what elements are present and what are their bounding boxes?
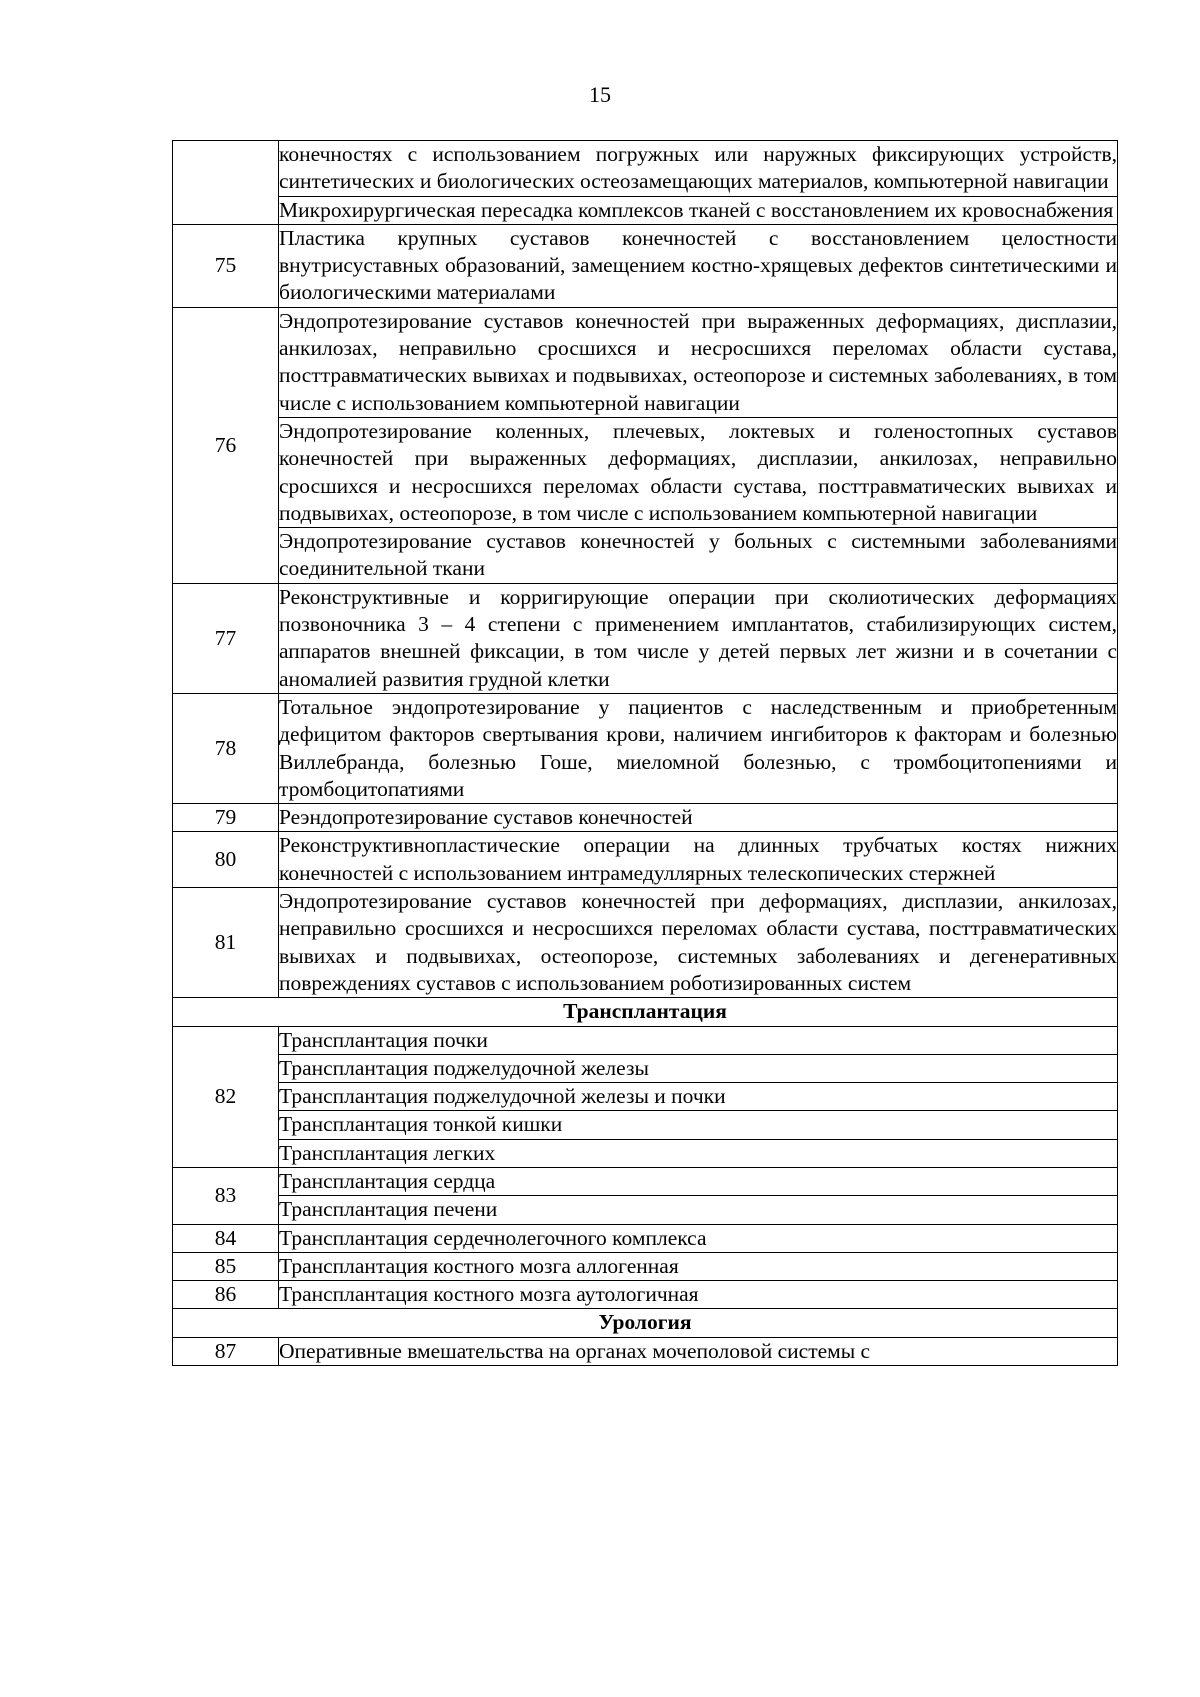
procedure-description: Трансплантация печени [279,1196,1118,1224]
table-row [173,1111,1118,1139]
table-row [173,1252,1118,1280]
table-row [173,832,1118,888]
row-number: 84 [173,1224,279,1252]
table-row [173,888,1118,998]
table-row [173,1281,1118,1309]
procedure-description: Трансплантация поджелудочной железы [279,1054,1118,1082]
procedure-description: Эндопротезирование суставов конечностей при выраженных деформациях, дисплазии, анкилозах, неправильно сросшихся и несросшихся переломах области сустава, посттравматических вывихах и подвывихах, остеопорозе и системных заболеваниях, в том числе с использованием компьютерной навигации [279,307,1118,417]
page-number: 15 [589,82,611,107]
section-heading-row [173,998,1118,1026]
section-heading-row [173,1309,1118,1337]
procedure-description: Оперативные вмешательства на органах мочеполовой системы с [279,1337,1118,1365]
table-row [173,417,1118,527]
procedure-description: конечностях с использованием погружных или наружных фиксирующих устройств, синтетических и биологических остеозамещающих материалов, компьютерной навигации [279,141,1118,197]
table-row [173,1083,1118,1111]
row-number: 86 [173,1281,279,1309]
row-number: 81 [173,888,279,998]
table-row [173,224,1118,307]
table-row [173,307,1118,417]
table-row [173,141,1118,197]
row-number: 75 [173,224,279,307]
table-row [173,1026,1118,1054]
procedure-description: Микрохирургическая пересадка комплексов тканей с восстановлением их кровоснабжения [279,196,1118,224]
table-row [173,528,1118,584]
table-row [173,693,1118,803]
row-number: 83 [173,1167,279,1224]
procedure-description: Реконструктивные и корригирующие операции при сколиотических деформациях позвоночника 3 – 4 степени с применением имплантатов, стабилизирующих систем, аппаратов внешней фиксации, в том числе у детей первых лет жизни и в сочетании с аномалией развития грудной клетки [279,583,1118,693]
row-number: 80 [173,832,279,888]
procedure-description: Эндопротезирование суставов конечностей при деформациях, дисплазии, анкилозах, неправильно сросшихся и несросшихся переломах области сустава, посттравматических вывихах и подвывихах, остеопорозе, системных заболеваниях и дегенеративных повреждениях суставов с использованием роботизированных систем [279,888,1118,998]
row-number: 87 [173,1337,279,1365]
table-row [173,1167,1118,1195]
table-row [173,583,1118,693]
procedure-description: Трансплантация поджелудочной железы и почки [279,1083,1118,1111]
row-number: 77 [173,583,279,693]
procedures-table-body [173,141,1118,1366]
procedure-description: Реэндопротезирование суставов конечностей [279,804,1118,832]
procedure-description: Трансплантация костного мозга аллогенная [279,1252,1118,1280]
procedure-description: Трансплантация костного мозга аутологичная [279,1281,1118,1309]
table-row [173,1337,1118,1365]
table-row [173,1196,1118,1224]
row-number: 82 [173,1026,279,1167]
procedure-description: Трансплантация сердца [279,1167,1118,1195]
table-row [173,1054,1118,1082]
row-number: 76 [173,307,279,583]
procedure-description: Тотальное эндопротезирование у пациентов с наследственным и приобретенным дефицитом факторов свертывания крови, наличием ингибиторов к факторам и болезнью Виллебранда, болезнью Гоше, миеломной болезнью, с тромбоцитопениями и тромбоцитопатиями [279,693,1118,803]
procedure-description: Трансплантация легких [279,1139,1118,1167]
procedure-description: Реконструктивнопластические операции на длинных трубчатых костях нижних конечностей с использованием интрамедуллярных телескопических стержней [279,832,1118,888]
table-row [173,1224,1118,1252]
section-heading: Урология [173,1309,1118,1337]
row-number: 78 [173,693,279,803]
procedure-description: Трансплантация сердечнолегочного комплекса [279,1224,1118,1252]
procedure-description: Пластика крупных суставов конечностей с восстановлением целостности внутрисуставных образований, замещением костно-хрящевых дефектов синтетическими и биологическими материалами [279,224,1118,307]
row-number: 85 [173,1252,279,1280]
procedure-description: Трансплантация тонкой кишки [279,1111,1118,1139]
procedure-description: Эндопротезирование суставов конечностей у больных с системными заболеваниями соединительной ткани [279,528,1118,584]
table-row [173,804,1118,832]
table-row [173,196,1118,224]
section-heading: Трансплантация [173,998,1118,1026]
procedure-description: Эндопротезирование коленных, плечевых, локтевых и голеностопных суставов конечностей при выраженных деформациях, дисплазии, анкилозах, неправильно сросшихся и несросшихся переломах области сустава, посттравматических вывихах и подвывихах, остеопорозе, в том числе с использованием компьютерной навигации [279,417,1118,527]
procedure-description: Трансплантация почки [279,1026,1118,1054]
row-number: 79 [173,804,279,832]
row-number [173,141,279,225]
procedures-table [172,140,1118,1366]
table-row [173,1139,1118,1167]
